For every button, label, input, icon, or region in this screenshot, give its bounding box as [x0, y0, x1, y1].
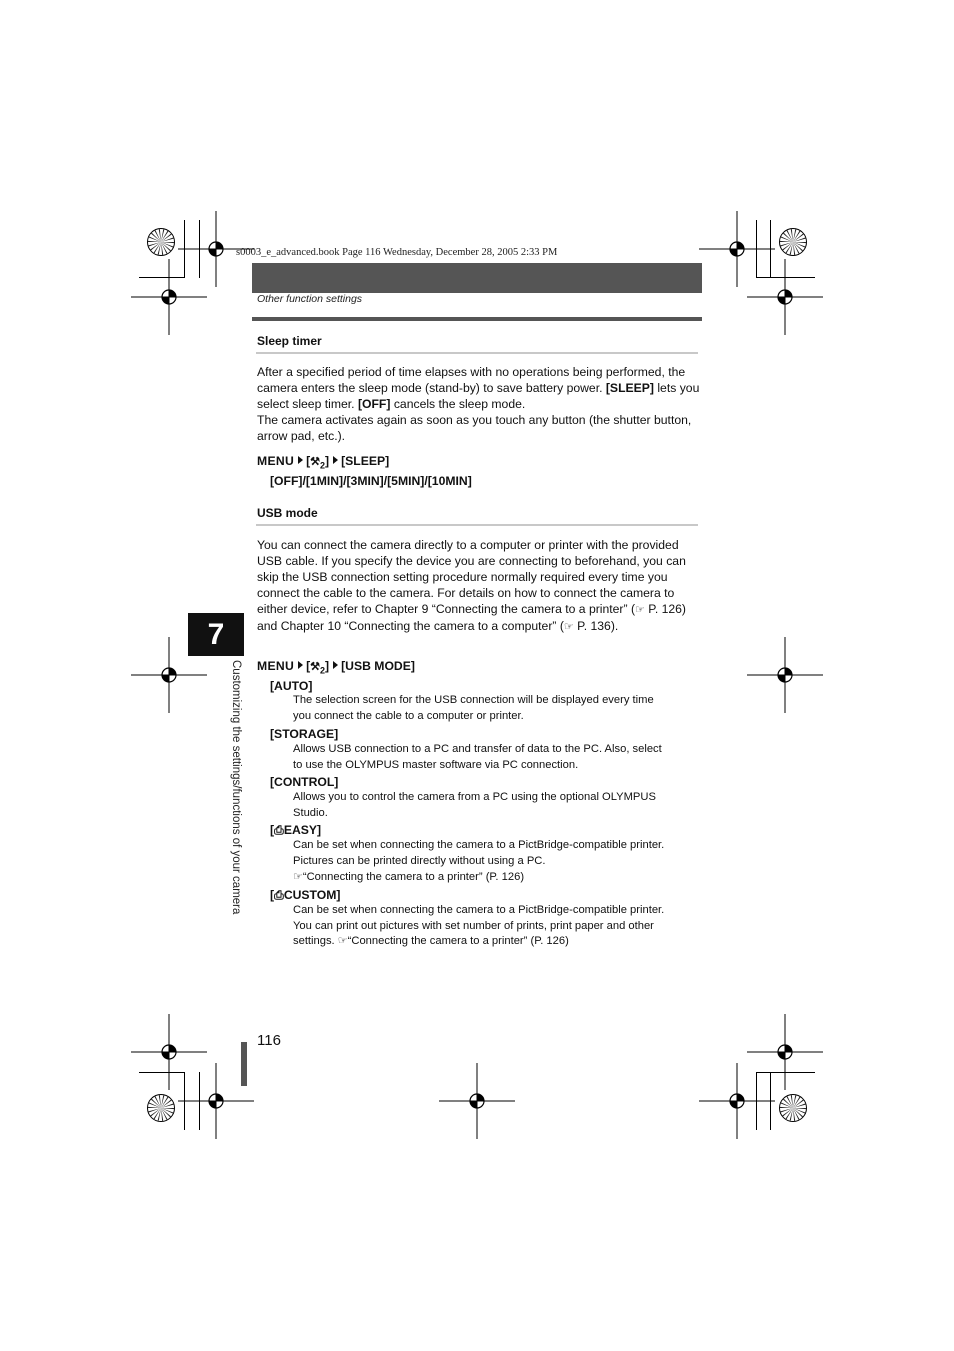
reference-hand-icon: ☞ [635, 604, 645, 616]
crop-mark [199, 220, 200, 278]
crop-mark [199, 1072, 200, 1130]
heading-rule [256, 524, 698, 526]
registration-mark [745, 257, 825, 337]
usb-option-control-desc: Allows you to control the camera from a PC using the optional OLYMPUS Studio. [293, 791, 656, 819]
chapter-side-label: Customizing the settings/functions of your camera [230, 660, 242, 915]
crop-mark [770, 220, 771, 278]
crop-mark [184, 1072, 185, 1130]
registration-mark [697, 1061, 777, 1141]
crop-mark [756, 277, 815, 278]
page-number-bar [241, 1042, 247, 1086]
usb-option-control: [CONTROL] [270, 775, 339, 789]
sleep-timer-description: After a specified period of time elapses with no operations being performed, the camera enters the sleep mode (stand-by) to save battery power. [SLEEP] lets you select sleep timer. [OFF] cancels the sleep mode. The camera activates again as soon as you touch any button (the shutter button, arrow pad, etc.). [257, 365, 700, 443]
star-target-mark [146, 227, 176, 257]
star-target-mark [146, 1093, 176, 1123]
heading-rule [256, 352, 698, 354]
reference-hand-icon: ☞ [293, 871, 303, 883]
arrow-right-icon [298, 661, 303, 669]
star-target-mark [778, 1093, 808, 1123]
usb-mode-heading: USB mode [257, 506, 318, 520]
registration-mark [129, 257, 209, 337]
usb-option-storage: [STORAGE] [270, 727, 339, 741]
arrow-right-icon [333, 661, 338, 669]
usb-option-auto: [AUTO] [270, 679, 313, 693]
crop-mark [756, 1072, 815, 1073]
registration-mark [745, 635, 825, 715]
wrench-icon: ⚒ [310, 661, 321, 673]
arrow-right-icon [298, 456, 303, 464]
crop-mark [184, 220, 185, 278]
usb-mode-description: You can connect the camera directly to a computer or printer with the provided USB cable. If you specify the device you are connecting to beforehand, you can skip the USB connection setting procedure normally required every time you connect the cable to the camera. For details on how to connect the camera to either device, refer to Chapter 9 “Connecting the camera to a printer” (☞ P. 126) and Chapter 10 “Connecting the camera to a computer” (☞ P. 136). [257, 538, 686, 633]
usb-menu-path: MENU $[⚒_2]$ [USB MODE] [257, 659, 415, 676]
registration-mark [437, 1061, 517, 1141]
chapter-tab: 7 [188, 613, 244, 656]
star-target-mark [778, 227, 808, 257]
page-number: 116 [257, 1032, 281, 1049]
usb-option-auto-desc: The selection screen for the USB connection will be displayed every time you connect the cable to a computer or printer. [293, 694, 654, 722]
sleep-menu-path: MENU $[⚒_2]$ [SLEEP] [257, 454, 390, 471]
header-rule [252, 317, 702, 321]
reference-hand-icon: ☞ [337, 935, 348, 947]
usb-option-easy-desc: Can be set when connecting the camera to a PictBridge-compatible printer. Pictures can be printed directly without using a PC. ☞“Connecting the camera to a printer” (P. 126) [293, 839, 665, 883]
section-name: Other function settings [257, 293, 363, 305]
usb-option-storage-desc: Allows USB connection to a PC and transfer of data to the PC. Also, select to use the OLYMPUS master software via PC connection. [293, 743, 662, 771]
usb-option-custom: [⎙CUSTOM] [270, 888, 341, 902]
crop-mark [139, 1072, 185, 1073]
crop-mark [770, 1072, 771, 1130]
arrow-right-icon [333, 456, 338, 464]
crop-mark [756, 1072, 757, 1130]
print-icon: ⎙ [274, 823, 284, 837]
sleep-timer-heading: Sleep timer [257, 334, 322, 348]
usb-option-easy: [⎙EASY] [270, 823, 322, 837]
sleep-options: [OFF]/[1MIN]/[3MIN]/[5MIN]/[10MIN] [270, 474, 472, 488]
print-icon: ⎙ [274, 888, 284, 902]
crop-mark [756, 220, 757, 278]
header-bar [252, 263, 702, 293]
wrench-icon: ⚒ [310, 456, 321, 468]
usb-option-custom-desc: Can be set when connecting the camera to a PictBridge-compatible printer. You can print out pictures with set number of prints, print paper and other settings. ☞“Connecting the camera to a printer” (P. 126) [293, 904, 665, 947]
reference-hand-icon: ☞ [563, 621, 574, 633]
file-info-line: s0003_e_advanced.book Page 116 Wednesday, December 28, 2005 2:33 PM [236, 247, 558, 258]
crop-mark [139, 277, 185, 278]
